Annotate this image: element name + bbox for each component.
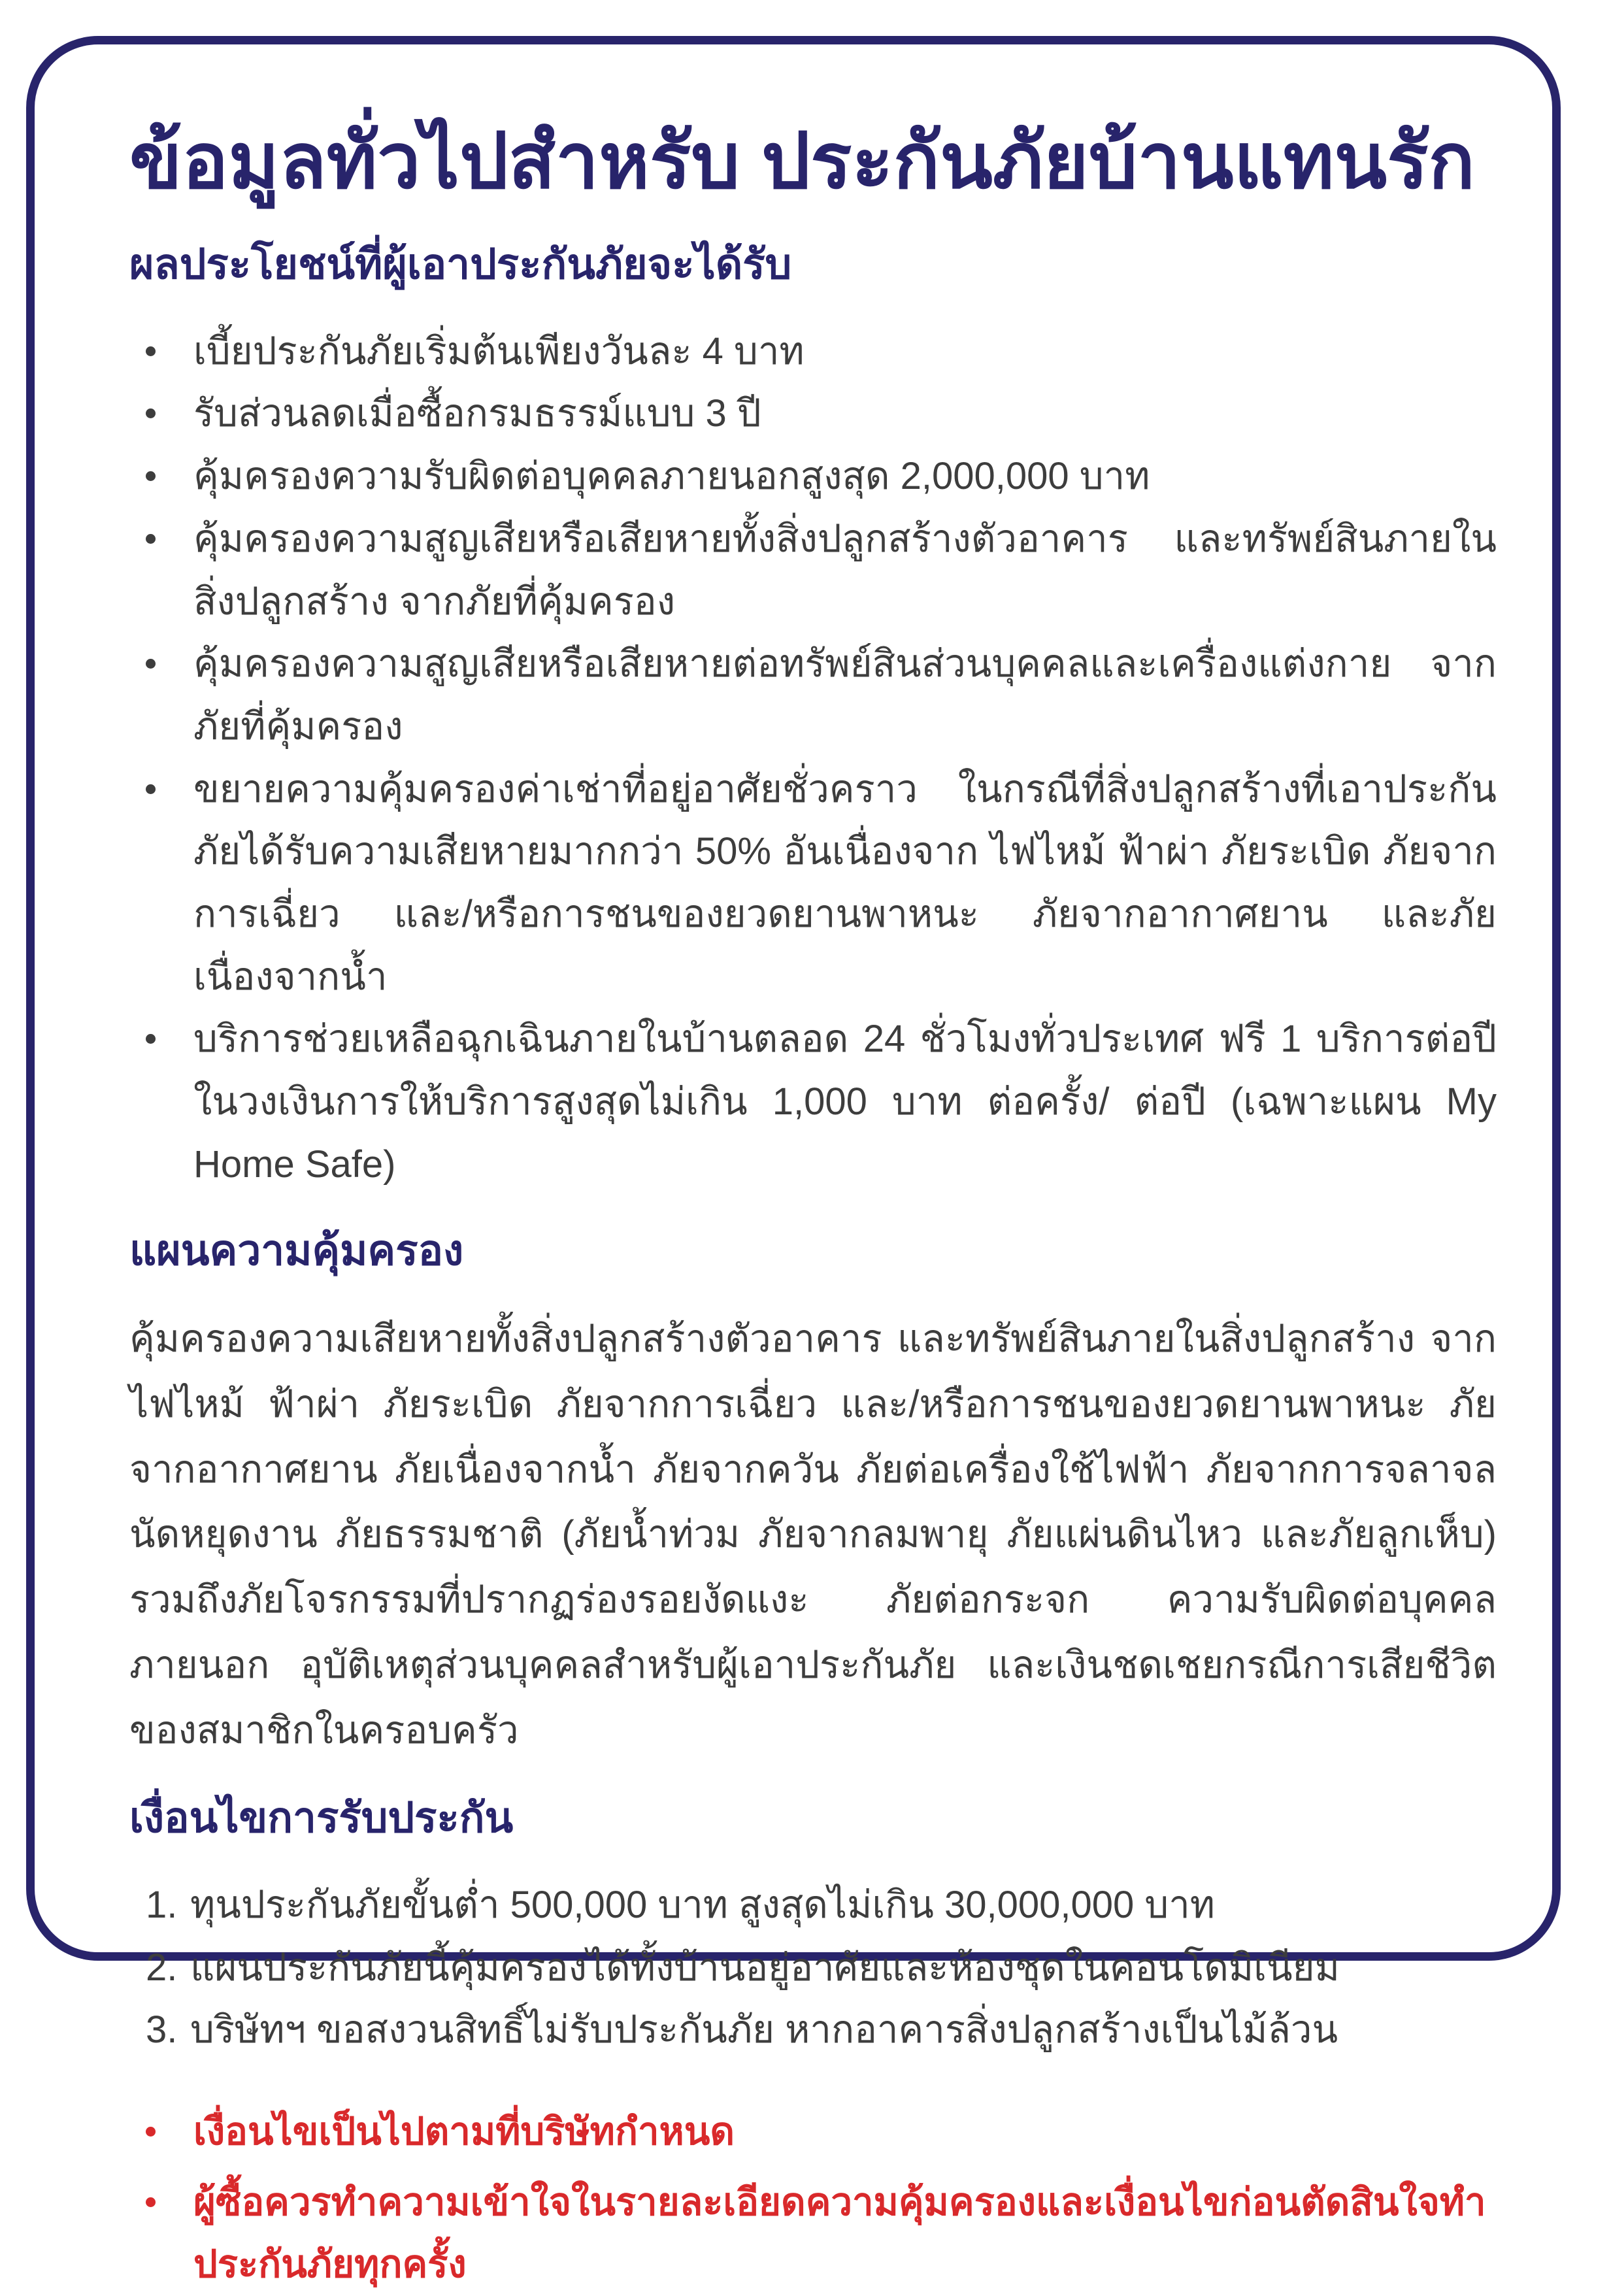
list-item	[129, 382, 1497, 445]
bullet-text: ขยายความคุ้มครองค่าเช่าที่อยู่อาศัยชั่วคราว ในกรณีที่สิ่งปลูกสร้างที่เอาประกันภัยได้รับความเสียหายมากกว่า 50% อันเนื่องจาก ไฟไหม้ ฟ้าผ่า ภัยระเบิด ภัยจากการเฉี่ยว และ/หรือการชนของยวดยานพาหนะ ภัยจากอากาศยาน และภัยเนื่องจากน้ำ	[193, 767, 1497, 998]
bullet-dot-icon	[146, 534, 156, 544]
item-number: 2.	[146, 1946, 178, 1989]
benefits-list	[129, 320, 1497, 1196]
item-text: แผนประกันภัยนี้คุ้มครองได้ทั้งบ้านอยู่อาศัยและห้องชุดในคอนโดมิเนียม	[190, 1946, 1340, 1989]
section-benefits	[129, 235, 1497, 1195]
section-conditions	[129, 1789, 1497, 2061]
list-item	[129, 1008, 1497, 1195]
bullet-text: คุ้มครองความสูญเสียหรือเสียหายทั้งสิ่งปลูกสร้างตัวอาคาร และทรัพย์สินภายในสิ่งปลูกสร้าง จากภัยที่คุ้มครอง	[193, 517, 1497, 623]
list-item	[129, 320, 1497, 383]
list-item	[129, 508, 1497, 633]
numbered-item	[129, 1937, 1497, 1999]
benefits-heading: ผลประโยชน์ที่ผู้เอาประกันภัยจะได้รับ	[129, 241, 792, 288]
coverage-heading: แผนความคุ้มครอง	[129, 1227, 464, 1274]
bullet-dot-icon	[146, 408, 156, 418]
note-item	[129, 2101, 1497, 2163]
note-item	[129, 2171, 1497, 2296]
item-number: 1.	[146, 1883, 178, 1926]
bullet-text: คุ้มครองความรับผิดต่อบุคคลภายนอกสูงสุด 2,000,000 บาท	[193, 455, 1150, 498]
bullet-dot-icon	[146, 471, 156, 481]
bullet-dot-icon	[146, 346, 156, 356]
bullet-dot-icon	[146, 1034, 156, 1044]
bullet-dot-icon	[146, 659, 156, 669]
document-content	[35, 44, 1552, 2296]
list-item	[129, 633, 1497, 757]
coverage-paragraph: คุ้มครองความเสียหายทั้งสิ่งปลูกสร้างตัวอาคาร และทรัพย์สินภายในสิ่งปลูกสร้าง จากไฟไหม้ ฟ้าผ่า ภัยระเบิด ภัยจากการเฉี่ยว และ/หรือการชนของยวดยานพาหนะ ภัยจากอากาศยาน ภัยเนื่องจากน้ำ ภัยจากควัน ภัยต่อเครื่องใช้ไฟฟ้า ภัยจากการจลาจลนัดหยุดงาน ภัยธรรมชาติ (ภัยน้ำท่วม ภัยจากลมพายุ ภัยแผ่นดินไหว และภัยลูกเห็บ) รวมถึงภัยโจรกรรมที่ปรากฏร่องรอยงัดแงะ ภัยต่อกระจก ความรับผิดต่อบุคคลภายนอก อุบัติเหตุส่วนบุคคลสำหรับผู้เอาประกันภัย และเงินชดเชยกรณีการเสียชีวิตของสมาชิกในครอบครัว	[129, 1318, 1497, 1752]
note-text: เงื่อนไขเป็นไปตามที่บริษัทกำหนด	[193, 2110, 735, 2153]
conditions-list	[129, 1874, 1497, 2061]
item-text: ทุนประกันภัยขั้นต่ำ 500,000 บาท สูงสุดไม่เกิน 30,000,000 บาท	[190, 1883, 1216, 1926]
list-item	[129, 758, 1497, 1008]
disclaimer-notes	[129, 2101, 1497, 2296]
list-item	[129, 445, 1497, 508]
bullet-text: บริการช่วยเหลือฉุกเฉินภายในบ้านตลอด 24 ชั่วโมงทั่วประเทศ ฟรี 1 บริการต่อปี ในวงเงินการให้บริการสูงสุดไม่เกิน 1,000 บาท ต่อครั้ง/ ต่อปี (เฉพาะแผน My Home Safe)	[193, 1018, 1497, 1186]
page-title: ข้อมูลทั่วไปสำหรับ ประกันภัยบ้านแทนรัก	[129, 118, 1475, 205]
bullet-text: รับส่วนลดเมื่อซื้อกรมธรรม์แบบ 3 ปี	[193, 392, 761, 435]
document-border-frame	[26, 36, 1561, 2286]
conditions-heading: เงื่อนไขการรับประกัน	[129, 1794, 514, 1842]
numbered-item	[129, 1999, 1497, 2061]
bullet-dot-icon	[146, 2127, 156, 2137]
numbered-item	[129, 1874, 1497, 1937]
item-number: 3.	[146, 2008, 178, 2052]
bullet-text: คุ้มครองความสูญเสียหรือเสียหายต่อทรัพย์สินส่วนบุคคลและเครื่องแต่งกาย จากภัยที่คุ้มครอง	[193, 642, 1497, 748]
note-text: ผู้ซื้อควรทำความเข้าใจในรายละเอียดความคุ้มครองและเงื่อนไขก่อนตัดสินใจทำประกันภัยทุกครั้ง	[193, 2180, 1486, 2286]
section-coverage	[129, 1222, 1497, 1763]
bullet-dot-icon	[146, 784, 156, 794]
item-text: บริษัทฯ ขอสงวนสิทธิ์ไม่รับประกันภัย หากอาคารสิ่งปลูกสร้างเป็นไม้ล้วน	[190, 2008, 1338, 2052]
bullet-text: เบี้ยประกันภัยเริ่มต้นเพียงวันละ 4 บาท	[193, 329, 805, 373]
bullet-dot-icon	[146, 2197, 156, 2207]
